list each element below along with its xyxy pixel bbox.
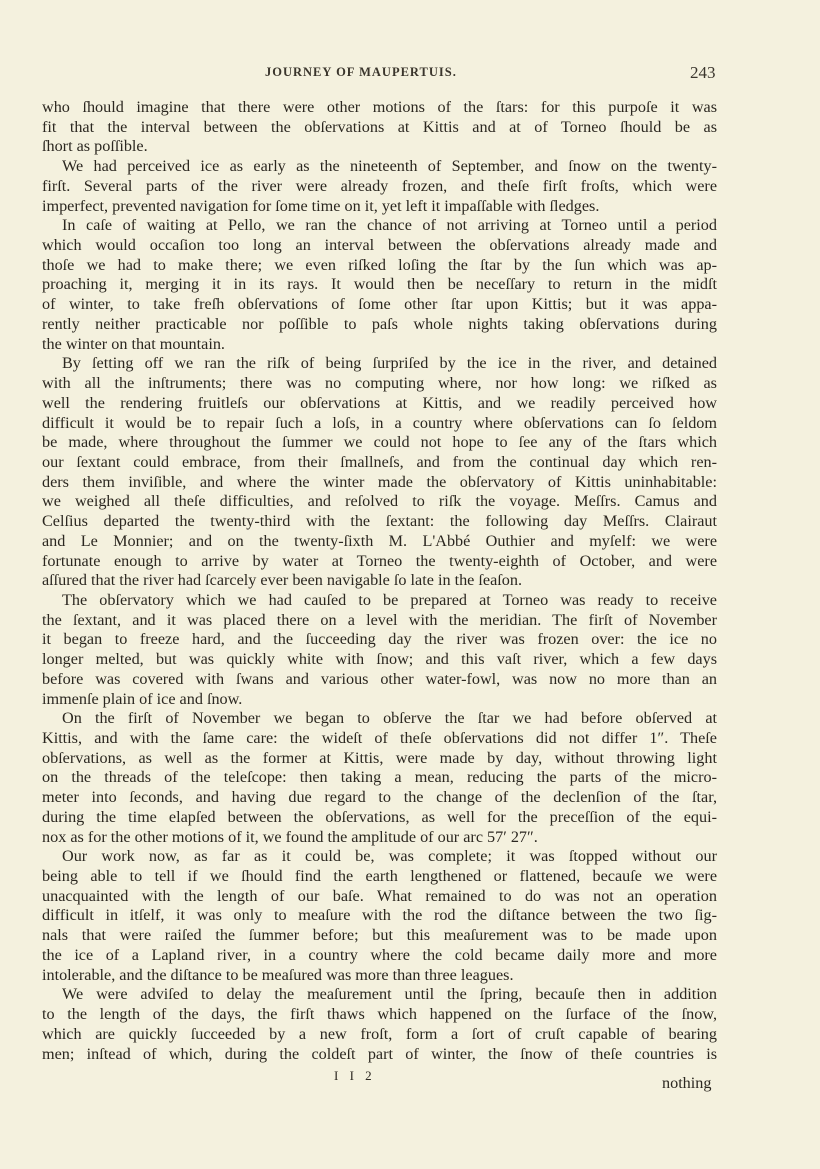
text-line: nals that were raiſed the ſummer before; but this meaſurement was to be made upon xyxy=(42,926,717,945)
text-line: longer melted, but was quickly white with ſnow; and this vaſt river, which a few days xyxy=(42,650,717,669)
text-line: well the rendering fruitleſs our obſervations at Kittis, and we readily perceived how xyxy=(42,393,717,412)
text-line: intolerable, and the diſtance to be meaſured was more than three leagues. xyxy=(42,965,514,984)
text-line: immenſe plain of ice and ſnow. xyxy=(42,689,243,708)
text-line: the ice of a Lapland river, in a country where the cold became daily more and more xyxy=(42,945,717,964)
text-line: In caſe of waiting at Pello, we ran the chance of not arriving at Torneo until a period xyxy=(62,216,717,235)
text-line: and Le Monnier; and on the twenty-ſixth M. L'Abbé Outhier and myſelf: we were xyxy=(42,531,717,550)
text-line: fortunate enough to arrive by water at Torneo the twenty-eighth of October, and were xyxy=(42,551,717,570)
body-text xyxy=(42,98,717,1064)
text-line: we weighed all theſe difficulties, and reſolved to riſk the voyage. Meſſrs. Camus and xyxy=(42,492,717,511)
text-line: fit that the interval between the obſervations at Kittis and at of Torneo ſhould be as xyxy=(42,117,717,136)
text-line: it began to freeze hard, and the ſucceeding day the river was frozen over: the ice no xyxy=(42,630,717,649)
text-line: of winter, to take freſh obſervations of ſome other ſtar upon Kittis; but it was appa- xyxy=(42,295,717,314)
text-line: ſhort as poſſible. xyxy=(42,137,148,156)
text-line: We were adviſed to delay the meaſurement until the ſpring, becauſe then in addition xyxy=(62,985,717,1004)
text-line: which are quickly ſucceeded by a new froſt, form a ſort of cruſt capable of bearing xyxy=(42,1024,717,1043)
text-line: Celſius departed the twenty-third with the ſextant: the following day Meſſrs. Clairaut xyxy=(42,512,717,531)
text-line: proaching it, merging it in its rays. It would then be neceſſary to return in the midſt xyxy=(42,275,717,294)
text-line: the ſextant, and it was placed there on a level with the meridian. The firſt of November xyxy=(42,610,717,629)
text-line: ders them inviſible, and where the winter made the obſervatory of Kittis uninhabitable: xyxy=(42,472,717,491)
text-line: being able to tell if we ſhould find the earth lengthened or flattened, becauſe we were xyxy=(42,867,717,886)
text-line: aſſured that the river had ſcarcely ever been navigable ſo late in the ſeaſon. xyxy=(42,571,523,590)
text-line: the winter on that mountain. xyxy=(42,334,225,353)
page-header xyxy=(0,63,820,85)
text-line: during the time elapſed between the obſervations, as well for the preceſſion of the equi- xyxy=(42,807,717,826)
text-line: Our work now, as far as it could be, was complete; it was ſtopped without our xyxy=(62,847,717,866)
text-line: By ſetting off we ran the riſk of being ſurpriſed by the ice in the river, and detained xyxy=(62,354,717,373)
text-line: obſervations, as well as the former at Kittis, were made by day, without throwing light xyxy=(42,748,717,767)
text-line: difficult it would be to repair ſuch a loſs, in a country where obſervations can ſo ſeldom xyxy=(42,413,717,432)
text-line: nox as for the other motions of it, we found the amplitude of our arc 57′ 27″. xyxy=(42,827,538,846)
text-line: who ſhould imagine that there were other motions of the ſtars: for this purpoſe it was xyxy=(42,98,717,116)
text-line: On the firſt of November we began to obſerve the ſtar we had before obſerved at xyxy=(62,709,717,728)
text-line: rently neither practicable nor poſſible to paſs whole nights taking obſervations during xyxy=(42,314,717,333)
text-line: men; inſtead of which, during the coldeſt part of winter, the ſnow of theſe countries is xyxy=(42,1044,717,1063)
text-line: difficult in itſelf, it was only to meaſure with the rod the diſtance between the two ſig- xyxy=(42,906,717,925)
text-line: Kittis, and with the ſame care: the wideſt of theſe obſervations did not differ 1″. Theſe xyxy=(42,729,717,747)
text-line: on the threads of the teleſcope: then taking a mean, reducing the parts of the micro- xyxy=(42,768,717,787)
text-line: to the length of the days, the firſt thaws which happened on the ſurface of the ſnow, xyxy=(42,1005,717,1024)
text-line: The obſervatory which we had cauſed to be prepared at Torneo was ready to receive xyxy=(62,590,717,609)
text-line: before was covered with ſwans and various other water-fowl, was now no more than an xyxy=(42,669,717,688)
text-line: firſt. Several parts of the river were already frozen, and theſe firſt froſts, which were xyxy=(42,176,717,195)
signature-mark: I I 2 xyxy=(334,1068,376,1083)
text-line: be made, where throughout the ſummer we could not hope to ſee any of the ſtars which xyxy=(42,433,717,452)
text-line: meter into ſeconds, and having due regard to the change of the declenſion of the ſtar, xyxy=(42,788,717,807)
text-line: thoſe we had to make there; we even riſked loſing the ſtar by the ſun which was ap- xyxy=(42,255,717,274)
text-line: We had perceived ice as early as the nineteenth of September, and ſnow on the twenty- xyxy=(62,157,717,176)
text-line: imperfect, prevented navigation for ſome time on it, yet left it impaſſable with ſledges. xyxy=(42,196,600,215)
text-line: our ſextant could embrace, from their ſmallneſs, and from the continual day which ren- xyxy=(42,452,717,471)
catchword: nothing xyxy=(662,1074,712,1092)
text-line: unacquainted with the length of our baſe. What remained to do was not an operation xyxy=(42,886,717,905)
page-number: 243 xyxy=(690,63,716,82)
text-line: with all the inſtruments; there was no computing where, nor how long: we riſked as xyxy=(42,374,717,393)
text-line: which would occaſion too long an interval between the obſervations already made and xyxy=(42,236,717,255)
running-title: JOURNEY OF MAUPERTUIS. xyxy=(265,65,457,79)
